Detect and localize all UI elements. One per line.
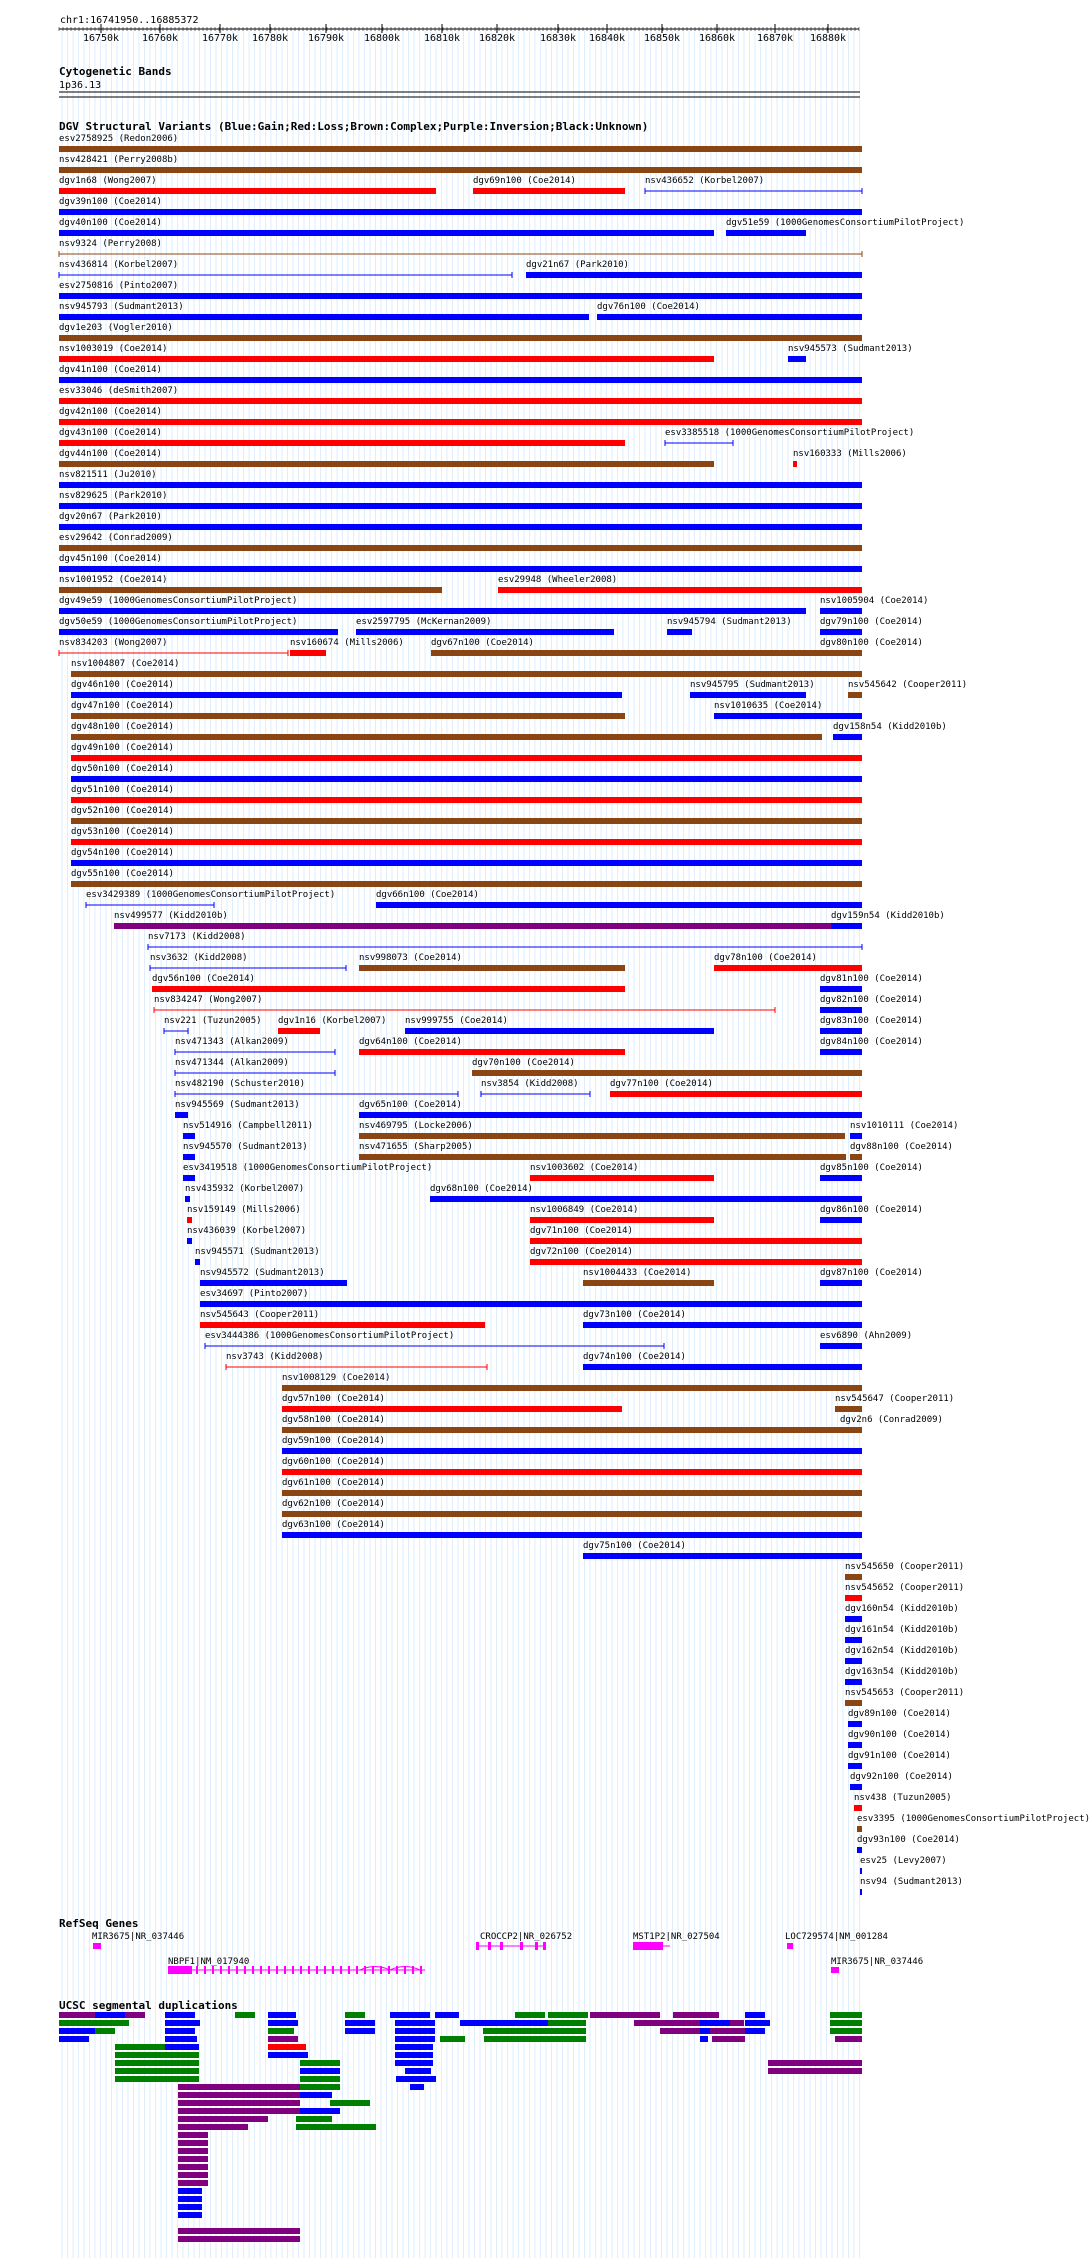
dgv-feature-label: dgv44n100 (Coe2014): [59, 449, 162, 459]
dgv-feature-label: nsv1008129 (Coe2014): [282, 1373, 391, 1383]
dgv-feature-label: nsv999755 (Coe2014): [405, 1016, 508, 1026]
dgv-feature-label: nsv428421 (Perry2008b): [59, 155, 179, 165]
tick-label: 16760k: [141, 33, 179, 44]
dgv-feature-label: dgv67n100 (Coe2014): [431, 638, 534, 648]
dgv-feature-label: dgv81n100 (Coe2014): [820, 974, 923, 984]
dgv-feature-label: dgv73n100 (Coe2014): [583, 1310, 686, 1320]
dgv-feature-label: nsv482190 (Schuster2010): [175, 1079, 306, 1089]
dgv-feature-label: dgv59n100 (Coe2014): [282, 1436, 385, 1446]
dgv-feature-label: nsv834247 (Wong2007): [154, 995, 263, 1005]
dgv-feature-label: dgv41n100 (Coe2014): [59, 365, 162, 375]
dgv-feature-label: nsv1001952 (Coe2014): [59, 575, 168, 585]
dgv-feature-label: nsv3854 (Kidd2008): [481, 1079, 579, 1089]
tick-label: 16750k: [82, 33, 120, 44]
dgv-feature-label: dgv160n54 (Kidd2010b): [845, 1604, 959, 1614]
tick-label: 16870k: [756, 33, 794, 44]
dgv-feature-label: dgv63n100 (Coe2014): [282, 1520, 385, 1530]
dgv-feature-label: dgv80n100 (Coe2014): [820, 638, 923, 648]
dgv-feature-label: dgv91n100 (Coe2014): [848, 1751, 951, 1761]
dgv-feature-label: nsv545643 (Cooper2011): [200, 1310, 320, 1320]
cytobands-title: Cytogenetic Bands: [59, 65, 172, 78]
dgv-feature-label: dgv89n100 (Coe2014): [848, 1709, 951, 1719]
dgv-feature-label: nsv436814 (Korbel2007): [59, 260, 179, 270]
dgv-feature-label: dgv83n100 (Coe2014): [820, 1016, 923, 1026]
dgv-feature-label: dgv163n54 (Kidd2010b): [845, 1667, 959, 1677]
gene-label: LOC729574|NM_001284: [785, 1932, 888, 1942]
dgv-feature-label: nsv1005904 (Coe2014): [820, 596, 929, 606]
dgv-feature-label: esv33046 (deSmith2007): [59, 386, 179, 396]
dgv-feature-label: dgv39n100 (Coe2014): [59, 197, 162, 207]
dgv-feature-label: nsv9324 (Perry2008): [59, 239, 162, 249]
dgv-feature-label: dgv71n100 (Coe2014): [530, 1226, 633, 1236]
dgv-feature-label: dgv57n100 (Coe2014): [282, 1394, 385, 1404]
tick-label: 16780k: [251, 33, 289, 44]
dgv-feature-label: nsv545642 (Cooper2011): [848, 680, 968, 690]
dgv-feature-label: dgv61n100 (Coe2014): [282, 1478, 385, 1488]
dgv-feature-label: dgv68n100 (Coe2014): [430, 1184, 533, 1194]
dgv-feature-label: nsv435932 (Korbel2007): [185, 1184, 305, 1194]
dgv-feature-label: dgv93n100 (Coe2014): [857, 1835, 960, 1845]
dgv-feature-label: dgv62n100 (Coe2014): [282, 1499, 385, 1509]
dgv-feature-label: dgv78n100 (Coe2014): [714, 953, 817, 963]
dgv-feature-label: dgv20n67 (Park2010): [59, 512, 162, 522]
dgv-feature-label: esv3444386 (1000GenomesConsortiumPilotProject): [205, 1331, 455, 1341]
dgv-feature-label: esv3385518 (1000GenomesConsortiumPilotProject): [665, 428, 915, 438]
dgv-feature-label: nsv945572 (Sudmant2013): [200, 1268, 325, 1278]
dgv-feature-label: nsv821511 (Ju2010): [59, 470, 157, 480]
tick-label: 16790k: [307, 33, 345, 44]
dgv-feature-label: nsv1003602 (Coe2014): [530, 1163, 639, 1173]
dgv-feature-label: nsv3632 (Kidd2008): [150, 953, 248, 963]
gene-label: MIR3675|NR_037446: [92, 1932, 185, 1942]
ruler-position: chr1:16741950..16885372: [60, 15, 199, 26]
segdups-title: UCSC segmental duplications: [59, 1999, 238, 2012]
tick-label: 16840k: [588, 33, 626, 44]
dgv-feature-label: nsv160333 (Mills2006): [793, 449, 907, 459]
gene-label: MIR3675|NR_037446: [831, 1957, 924, 1967]
dgv-feature-label: dgv50n100 (Coe2014): [71, 764, 174, 774]
dgv-feature-label: dgv74n100 (Coe2014): [583, 1352, 686, 1362]
dgv-feature-label: esv3395 (1000GenomesConsortiumPilotProject): [857, 1814, 1090, 1824]
dgv-feature-label: esv25 (Levy2007): [860, 1856, 947, 1866]
dgv-feature-label: dgv43n100 (Coe2014): [59, 428, 162, 438]
dgv-feature-label: dgv56n100 (Coe2014): [152, 974, 255, 984]
dgv-feature-label: dgv72n100 (Coe2014): [530, 1247, 633, 1257]
dgv-feature-label: nsv945795 (Sudmant2013): [690, 680, 815, 690]
dgv-feature-label: dgv159n54 (Kidd2010b): [831, 911, 945, 921]
dgv-feature-label: nsv438 (Tuzun2005): [854, 1793, 952, 1803]
dgv-feature-label: dgv76n100 (Coe2014): [597, 302, 700, 312]
dgv-feature-label: nsv499577 (Kidd2010b): [114, 911, 228, 921]
tick-label: 16850k: [643, 33, 681, 44]
dgv-feature-label: dgv58n100 (Coe2014): [282, 1415, 385, 1425]
dgv-feature-label: dgv46n100 (Coe2014): [71, 680, 174, 690]
dgv-feature-label: nsv1006849 (Coe2014): [530, 1205, 639, 1215]
dgv-feature-label: nsv945573 (Sudmant2013): [788, 344, 913, 354]
dgv-feature-label: dgv82n100 (Coe2014): [820, 995, 923, 1005]
dgv-feature-label: nsv1010111 (Coe2014): [850, 1121, 959, 1131]
tick-label: 16860k: [698, 33, 736, 44]
dgv-feature-label: dgv55n100 (Coe2014): [71, 869, 174, 879]
dgv-feature-label: dgv45n100 (Coe2014): [59, 554, 162, 564]
dgv-feature-label: nsv471344 (Alkan2009): [175, 1058, 289, 1068]
dgv-feature-label: dgv48n100 (Coe2014): [71, 722, 174, 732]
dgv-feature-label: dgv79n100 (Coe2014): [820, 617, 923, 627]
dgv-feature-label: dgv92n100 (Coe2014): [850, 1772, 953, 1782]
dgv-feature-label: nsv545652 (Cooper2011): [845, 1583, 965, 1593]
dgv-feature-label: dgv69n100 (Coe2014): [473, 176, 576, 186]
dgv-feature-label: esv2597795 (McKernan2009): [356, 617, 492, 627]
gene-label: NBPF1|NM_017940: [168, 1957, 250, 1967]
dgv-feature-label: nsv221 (Tuzun2005): [164, 1016, 262, 1026]
dgv-feature-label: nsv945571 (Sudmant2013): [195, 1247, 320, 1257]
dgv-feature-label: nsv159149 (Mills2006): [187, 1205, 301, 1215]
dgv-feature-label: dgv158n54 (Kidd2010b): [833, 722, 947, 732]
dgv-feature-label: esv34697 (Pinto2007): [200, 1289, 309, 1299]
dgv-feature-label: dgv1n16 (Korbel2007): [278, 1016, 387, 1026]
dgv-feature-label: nsv94 (Sudmant2013): [860, 1877, 963, 1887]
dgv-feature-label: dgv53n100 (Coe2014): [71, 827, 174, 837]
dgv-feature-label: nsv945570 (Sudmant2013): [183, 1142, 308, 1152]
dgv-feature-label: dgv54n100 (Coe2014): [71, 848, 174, 858]
dgv-feature-label: nsv469795 (Locke2006): [359, 1121, 473, 1131]
dgv-feature-label: dgv87n100 (Coe2014): [820, 1268, 923, 1278]
dgv-feature-label: nsv1003019 (Coe2014): [59, 344, 168, 354]
dgv-feature-label: nsv945569 (Sudmant2013): [175, 1100, 300, 1110]
dgv-feature-label: dgv84n100 (Coe2014): [820, 1037, 923, 1047]
dgv-feature-label: dgv60n100 (Coe2014): [282, 1457, 385, 1467]
dgv-feature-label: dgv64n100 (Coe2014): [359, 1037, 462, 1047]
dgv-feature-label: esv29948 (Wheeler2008): [498, 575, 618, 585]
dgv-feature-label: esv6890 (Ahn2009): [820, 1331, 913, 1341]
dgv-feature-label: nsv545650 (Cooper2011): [845, 1562, 965, 1572]
dgv-feature-label: nsv829625 (Park2010): [59, 491, 168, 501]
dgv-feature-label: dgv42n100 (Coe2014): [59, 407, 162, 417]
dgv-feature-label: dgv21n67 (Park2010): [526, 260, 629, 270]
dgv-feature-label: nsv514916 (Campbell2011): [183, 1121, 314, 1131]
dgv-feature-label: esv3419518 (1000GenomesConsortiumPilotProject): [183, 1163, 433, 1173]
cytoband-label: 1p36.13: [59, 80, 102, 91]
dgv-feature-label: dgv51e59 (1000GenomesConsortiumPilotProject): [726, 218, 965, 228]
dgv-feature-label: dgv1e203 (Vogler2010): [59, 323, 173, 333]
tick-label: 16820k: [478, 33, 516, 44]
dgv-feature-label: dgv86n100 (Coe2014): [820, 1205, 923, 1215]
dgv-title: DGV Structural Variants (Blue:Gain;Red:Loss;Brown:Complex;Purple:Inversion;Black:Unknown): [59, 120, 649, 133]
dgv-feature-label: dgv49n100 (Coe2014): [71, 743, 174, 753]
dgv-feature-label: dgv75n100 (Coe2014): [583, 1541, 686, 1551]
dgv-feature-label: dgv90n100 (Coe2014): [848, 1730, 951, 1740]
gene-label: CROCCP2|NR_026752: [480, 1932, 573, 1942]
dgv-feature-label: nsv945793 (Sudmant2013): [59, 302, 184, 312]
dgv-feature-label: dgv52n100 (Coe2014): [71, 806, 174, 816]
dgv-feature-label: nsv7173 (Kidd2008): [148, 932, 246, 942]
dgv-feature-label: esv29642 (Conrad2009): [59, 533, 173, 543]
dgv-feature-label: dgv77n100 (Coe2014): [610, 1079, 713, 1089]
tick-label: 16770k: [201, 33, 239, 44]
dgv-feature-label: nsv545647 (Cooper2011): [835, 1394, 955, 1404]
dgv-feature-label: esv2750816 (Pinto2007): [59, 281, 179, 291]
dgv-feature-label: nsv160674 (Mills2006): [290, 638, 404, 648]
dgv-feature-label: nsv834203 (Wong2007): [59, 638, 168, 648]
dgv-feature-label: dgv161n54 (Kidd2010b): [845, 1625, 959, 1635]
dgv-feature-label: nsv545653 (Cooper2011): [845, 1688, 965, 1698]
dgv-feature-label: dgv1n68 (Wong2007): [59, 176, 157, 186]
dgv-feature-label: dgv51n100 (Coe2014): [71, 785, 174, 795]
dgv-feature-label: dgv66n100 (Coe2014): [376, 890, 479, 900]
dgv-feature-label: dgv88n100 (Coe2014): [850, 1142, 953, 1152]
dgv-feature-label: esv2758925 (Redon2006): [59, 134, 179, 144]
dgv-feature-label: esv3429389 (1000GenomesConsortiumPilotProject): [86, 890, 336, 900]
dgv-feature-label: nsv1004433 (Coe2014): [583, 1268, 692, 1278]
dgv-feature-label: dgv85n100 (Coe2014): [820, 1163, 923, 1173]
dgv-feature-label: dgv40n100 (Coe2014): [59, 218, 162, 228]
dgv-feature-label: nsv998073 (Coe2014): [359, 953, 462, 963]
refseq-title: RefSeq Genes: [59, 1917, 139, 1930]
dgv-feature-label: nsv436652 (Korbel2007): [645, 176, 765, 186]
dgv-feature-label: dgv49e59 (1000GenomesConsortiumPilotProject): [59, 596, 298, 606]
dgv-feature-label: nsv471655 (Sharp2005): [359, 1142, 473, 1152]
tick-label: 16880k: [809, 33, 847, 44]
dgv-feature-label: nsv436039 (Korbel2007): [187, 1226, 307, 1236]
dgv-feature-label: dgv2n6 (Conrad2009): [840, 1415, 943, 1425]
dgv-feature-label: dgv50e59 (1000GenomesConsortiumPilotProject): [59, 617, 298, 627]
gene-label: MST1P2|NR_027504: [633, 1932, 720, 1942]
dgv-feature-label: dgv162n54 (Kidd2010b): [845, 1646, 959, 1656]
dgv-feature-label: nsv1010635 (Coe2014): [714, 701, 823, 711]
dgv-feature-label: dgv47n100 (Coe2014): [71, 701, 174, 711]
dgv-feature-label: nsv945794 (Sudmant2013): [667, 617, 792, 627]
dgv-feature-label: nsv471343 (Alkan2009): [175, 1037, 289, 1047]
tick-label: 16800k: [363, 33, 401, 44]
dgv-feature-label: nsv1004807 (Coe2014): [71, 659, 180, 669]
tick-label: 16830k: [539, 33, 577, 44]
tick-label: 16810k: [423, 33, 461, 44]
dgv-feature-label: dgv70n100 (Coe2014): [472, 1058, 575, 1068]
dgv-feature-label: nsv3743 (Kidd2008): [226, 1352, 324, 1362]
dgv-feature-label: dgv65n100 (Coe2014): [359, 1100, 462, 1110]
